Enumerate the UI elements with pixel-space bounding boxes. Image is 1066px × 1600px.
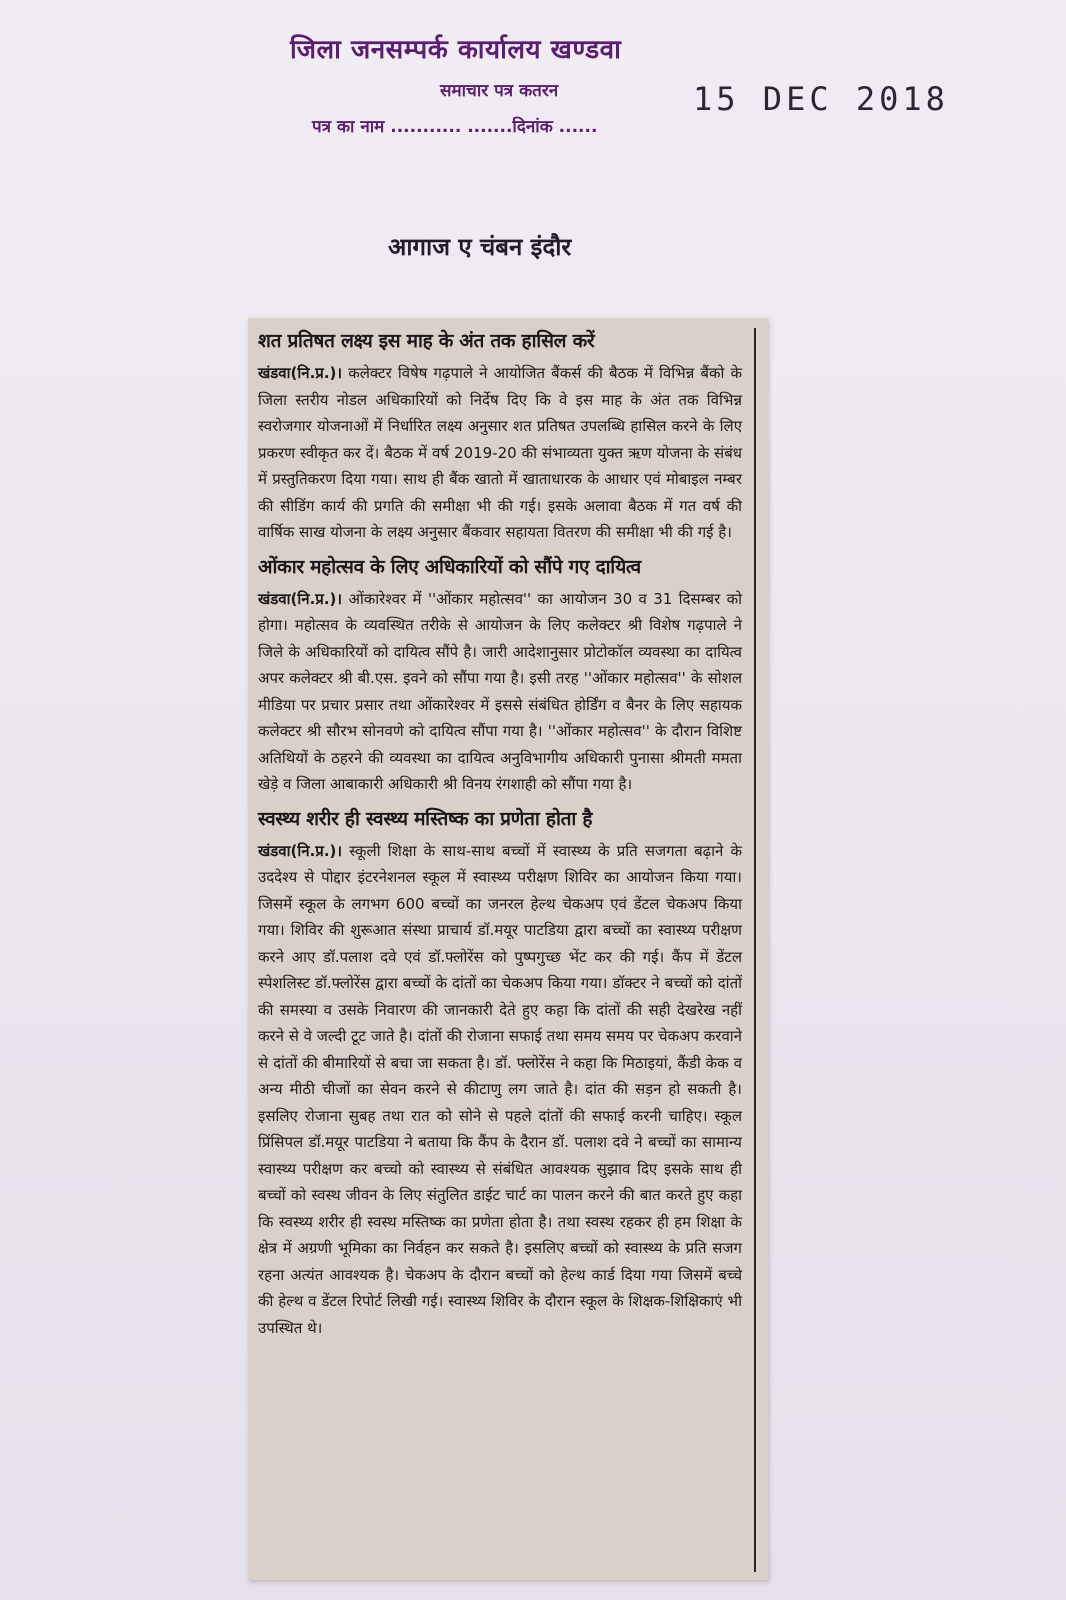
article-dateline: खंडवा(नि.प्र.)। [258,364,343,382]
article-headline: शत प्रतिषत लक्ष्य इस माह के अंत तक हासिल करें [258,330,595,352]
article-headline: ओंकार महोत्सव के लिए अधिकारियों को सौंपे गए दायित्व [258,555,641,578]
article-body-text: ओंकारेश्वर में ''ओंकार महोत्सव'' का आयोजन 30 व 31 दिसम्बर को होगा। महोत्सव के व्यवस्थित तरीके से आयोजन के लिए कलेक्टर श्री विशेष गढ़पाले ने जिले के अधिकारियों को दायित्व सौंपे है। जारी आदेशानुसार प्रोटोकॉल व्यवस्था का दायित्व अपर कलेक्टर श्री बी.एस. इवने को सौंपा गया है। इसी तरह ''ओंकार महोत्सव'' के सोशल मीडिया पर प्रचार प्रसार तथा ओंकारेश्वर में इससे संबंधित होर्डिंग व बैनर के लिए सहायक कलेक्टर श्री सौरभ सोनवणे को दायित्व सौंपा गया है। ''ओंकार महोत्सव'' के दौरान विशिष्ट अतिथियों के ठहरने की व्यवस्था का दायित्व अनुविभागीय अधिकारी पुनासा श्रीमती ममता खेड़े व जिला आबाकारी अधिकारी श्री विनय रंगशाही को सौंपा गया है। [258,589,742,793]
article-body [258,838,742,1342]
newspaper-source-handwritten: आगाज ए चंबन इंदौर [388,233,572,261]
newspaper-clipping [248,318,768,1580]
article-health-camp [258,806,742,1342]
article-dateline: खंडवा(नि.प्र.)। [258,841,343,860]
office-stamp-fields: पत्र का नाम ........... .......दिनांक ...... [312,117,598,137]
article-bankers-meeting [258,328,742,546]
article-body-text: स्कूली शिक्षा के साथ-साथ बच्चों में स्वास्थ्य के प्रति सजगता बढ़ाने के उददेश्य से पोद्दार इंटरनेशनल स्कूल में स्वास्थ्य परीक्षण शिविर का आयोजन किया गया। जिसमें स्कूल के लगभग 600 बच्चों का जनरल हेल्थ चेकअप एवं डेंटल चेकअप किया गया। शिविर की शुरूआत संस्था प्राचार्य डॉ.मयूर पाटडिया द्वारा बच्चों का स्वास्थ्य परीक्षण करने आए डॉ.पलाश दवे एवं डॉ.फ्लोरेंस को पुष्पगुच्छ भेंट कर की गई। कैंप में डेंटल स्पेशलिस्ट डॉ.फ्लोरेंस द्वारा बच्चों के दांतों का चेकअप किया गया। डॉक्टर ने बच्चों को दांतों की समस्या व उसके निवारण की जानकारी देते हुए कहा कि दांतों की सही देखरेख नहीं करने से वे जल्दी टूट जाते है। दांतों की रोजाना सफाई तथा समय समय पर चेकअप करवाने से दांतों की बीमारियों से बचा जा सकता है। डॉ. फ्लोरेंस ने कहा कि मिठाइयां, कैंडी केक व अन्य मीठी चीजों का सेवन करने से कीटाणु लग जाते है। दांत की सड़न हो सकती है। इसलिए रोजाना सुबह तथा रात को सोने से पहले दांतों की सफाई करनी चाहिए। स्कूल प्रिंसिपल डॉ.मयूर पाटडिया ने बताया कि कैंप के दैरान डॉ. पलाश दवे ने बच्चों का सामान्य स्वास्थ्य परीक्षण कर बच्चो को स्वास्थ्य से संबंधित आवश्यक सुझाव दिए इसके साथ ही बच्चों को स्वस्थ जीवन के लिए संतुलित डाईट चार्ट का पालन करने की बात करते हुए कहा कि स्वस्थ्य शरीर ही स्वस्थ मस्तिष्क का प्रणेता होता है। तथा स्वस्थ रहकर ही हम शिक्षा के क्षेत्र में अग्रणी भूमिका का निर्वहन कर सकते है। इसलिए बच्चों को स्वास्थ्य के प्रति सजग रहना अत्यंत आवश्यक है। चेकअप के दौरान बच्चों को हेल्थ कार्ड दिया गया जिसमें बच्चे की हेल्थ व डेंटल रिपोर्ट लिखी गई। स्वास्थ्य शिविर के दौरान स्कूल के शिक्षक-शिक्षिकाएं भी उपस्थित थे। [258,841,742,1337]
date-stamp: 15 DEC 2018 [693,80,949,118]
article-body [258,586,742,798]
column-rule [754,328,756,1572]
article-body [258,360,742,546]
article-headline: स्वस्थ्य शरीर ही स्वस्थ्य मस्तिष्क का प्रणेता होता है [258,807,593,830]
article-dateline: खंडवा(नि.प्र.)। [258,589,343,608]
office-stamp-clipping-label: समाचार पत्र कतरन [440,81,559,101]
clipping-content [258,328,742,1349]
article-omkar-mahotsav [258,554,742,798]
article-body-text: कलेक्टर विषेष गढ़पाले ने आयोजित बैंकर्स की बैठक में विभिन्न बैंको के जिला स्तरीय नोडल अधिकारियों को निर्देष दिए कि वे इस माह के अंत तक विभिन्न स्वरोजगार योजनाओं में निर्धारित लक्ष्य अनुसार शत प्रतिषत उपलब्धि हासिल करने के लिए प्रकरण स्वीकृत कर दें। बैठक में वर्ष 2019-20 की संभाव्यता युक्त ऋण योजना के संबंध में प्रस्तुतिकरण दिया गया। साथ ही बैंक खातो में खाताधारक के आधार एवं मोबाइल नम्बर की सीडिंग कार्य की प्रगति की समीक्षा भी की गई। इसके अलावा बैठक में गत वर्ष की वार्षिक साख योजना के लक्ष्य अनुसार बैंकवार सहायता वितरण की समीक्षा भी की गई है। [258,364,742,541]
office-stamp-title: जिला जनसम्पर्क कार्यालय खण्डवा [290,35,622,65]
